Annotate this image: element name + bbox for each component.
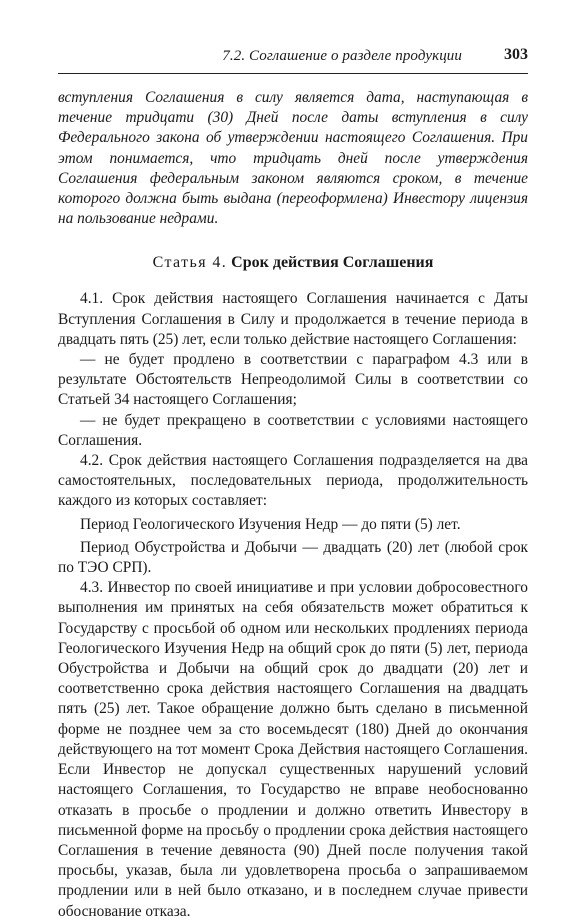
page-number: 303 [504,46,528,63]
header-rule [58,73,528,74]
running-head [58,40,528,70]
article-label: Статья 4. [152,254,228,272]
paragraph-4-2-period-1: Период Геологического Изучения Недр — до пяти (5) лет. [80,515,461,533]
running-title: 7.2. Соглашение о разделе продукции [222,48,462,64]
article-title: Срок действия Соглашения [231,254,434,272]
intro-paragraph: вступления Соглашения в силу является дата, наступающая в течение тридцати (30) Дней после даты вступления в силу Федерального закона об утверждении настоящего Соглашения. При этом понимается, что тридцать дней после утверждения Соглашения федеральным законом являются сроком, в течение которого должна быть выдана (переоформлена) Инвестору лицензия на пользование недрами. [58,89,528,228]
article-heading [58,253,528,273]
paragraph-4-1: 4.1. Срок действия настоящего Соглашения начинается с Даты Вступления Соглашения в Силу и продолжается в течение периода в двадцать пять (25) лет, если только действие настоящего Соглашения: [58,290,528,348]
paragraph-4-2-period-2: Период Обустройства и Добычи — двадцать (20) лет (любой срок по ТЭО СРП). [58,538,528,577]
paragraph-4-1-item-1: — не будет продлено в соответствии с параграфом 4.3 или в результате Обстоятельств Непреодолимой Силы в соответствии со Статьей 34 настоящего Соглашения; [58,351,528,409]
body-text [58,88,528,922]
paragraph-4-3: 4.3. Инвестор по своей инициативе и при условии добросовестного выполнения им принятых на себя обязательств может обратиться к Государству с просьбой об одном или нескольких продлениях периода Геологического Изучения Недр на общий срок до пяти (5) лет, периода Обустройства и Добычи на общий срок до двадцати (20) лет и соответственно срока действия настоящего Соглашения на двадцать пять (25) лет. Такое обращение должно быть сделано в письменной форме не позднее чем за сто восемьдесят (180) Дней до окончания действующего на тот момент Срока Действия настоящего Соглашения. Если Инвестор не допускал существенных нарушений условий настоящего Соглашения, то Государство не вправе необоснованно отказать в просьбе о продлении и должно ответить Инвестору в письменной форме на просьбу о продлении срока действия настоящего Соглашения в течение девяноста (90) Дней после получения такой просьбы, указав, была ли удовлетворена просьба о запрашиваемом продлении или в ней было отказано, и в последнем случае привести обоснование отказа. [58,579,528,920]
paragraph-4-1-item-2: — не будет прекращено в соответствии с условиями настоящего Соглашения. [58,411,528,449]
paragraph-4-2: 4.2. Срок действия настоящего Соглашения подразделяется на два самостоятельных, последовательных периода, продолжительность каждого из которых составляет: [58,452,528,510]
